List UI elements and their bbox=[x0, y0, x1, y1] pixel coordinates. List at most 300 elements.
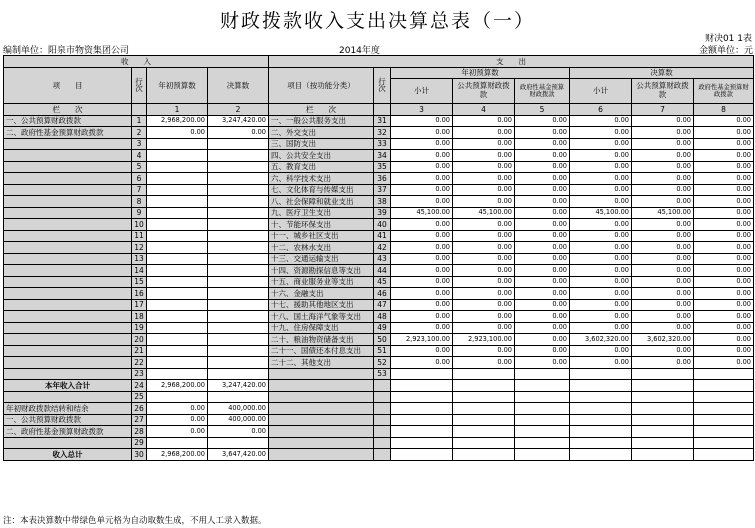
expense-value-cell[interactable]: 0.00 bbox=[391, 253, 453, 265]
expense-value-cell[interactable] bbox=[391, 414, 453, 426]
expense-value-cell[interactable] bbox=[632, 437, 694, 449]
expense-value-cell[interactable]: 0.00 bbox=[570, 322, 632, 334]
initial-budget-cell[interactable] bbox=[147, 288, 208, 300]
expense-value-cell[interactable]: 0.00 bbox=[515, 253, 570, 265]
expense-value-cell[interactable] bbox=[515, 391, 570, 403]
initial-budget-cell[interactable] bbox=[147, 242, 208, 254]
expense-value-cell[interactable]: 0.00 bbox=[453, 115, 515, 127]
final-amount-cell[interactable] bbox=[208, 391, 269, 403]
income-item-cell bbox=[4, 265, 132, 277]
table-row bbox=[4, 449, 754, 461]
expense-value-cell[interactable]: 0.00 bbox=[694, 299, 754, 311]
public-budget-header: 公共预算财政拨款 bbox=[632, 79, 694, 104]
final-amount-cell[interactable]: 3,647,420.00 bbox=[208, 449, 269, 461]
final-amount-cell[interactable] bbox=[208, 150, 269, 162]
expense-value-cell[interactable] bbox=[632, 414, 694, 426]
expense-item-cell: 十八、国土海洋气象等支出 bbox=[269, 311, 374, 323]
expense-item-cell: 十四、资源勘探信息等支出 bbox=[269, 265, 374, 277]
expense-value-cell[interactable] bbox=[391, 403, 453, 415]
initial-budget-cell[interactable] bbox=[147, 161, 208, 173]
expense-value-cell[interactable]: 0.00 bbox=[453, 357, 515, 369]
expense-value-cell[interactable]: 0.00 bbox=[453, 345, 515, 357]
budget-table bbox=[3, 55, 754, 461]
final-amount-cell[interactable] bbox=[208, 334, 269, 346]
expense-header: 支 出 bbox=[269, 56, 754, 68]
expense-value-cell[interactable]: 0.00 bbox=[391, 242, 453, 254]
expense-value-cell[interactable]: 0.00 bbox=[391, 161, 453, 173]
expense-value-cell[interactable] bbox=[632, 368, 694, 380]
expense-value-cell[interactable] bbox=[694, 380, 754, 392]
final-amount-cell[interactable] bbox=[208, 311, 269, 323]
expense-value-cell[interactable] bbox=[453, 403, 515, 415]
expense-value-cell[interactable]: 0.00 bbox=[391, 311, 453, 323]
expense-value-cell[interactable]: 0.00 bbox=[391, 115, 453, 127]
expense-value-cell[interactable]: 0.00 bbox=[391, 138, 453, 150]
final-amount-cell[interactable] bbox=[208, 207, 269, 219]
expense-value-cell[interactable]: 0.00 bbox=[694, 207, 754, 219]
initial-budget-cell[interactable] bbox=[147, 437, 208, 449]
final-amount-cell[interactable] bbox=[208, 288, 269, 300]
expense-value-cell[interactable]: 0.00 bbox=[570, 219, 632, 231]
expense-value-cell[interactable] bbox=[570, 449, 632, 461]
expense-value-cell[interactable]: 0.00 bbox=[515, 173, 570, 185]
expense-value-cell[interactable]: 0.00 bbox=[632, 253, 694, 265]
final-amount-cell[interactable] bbox=[208, 184, 269, 196]
report-title: 财政拨款收入支出决算总表（一） bbox=[219, 10, 535, 32]
expense-value-cell[interactable]: 0.00 bbox=[391, 299, 453, 311]
income-line-no: 15 bbox=[132, 276, 147, 288]
expense-value-cell[interactable]: 0.00 bbox=[453, 299, 515, 311]
expense-value-cell[interactable] bbox=[694, 368, 754, 380]
gov-fund-header: 政府性基金预算财政拨款 bbox=[694, 79, 754, 104]
expense-value-cell[interactable]: 0.00 bbox=[632, 184, 694, 196]
expense-value-cell[interactable]: 0.00 bbox=[694, 219, 754, 231]
expense-line-no bbox=[374, 403, 391, 415]
expense-value-cell[interactable]: 0.00 bbox=[453, 288, 515, 300]
expense-value-cell[interactable] bbox=[570, 426, 632, 438]
expense-value-cell[interactable]: 0.00 bbox=[391, 219, 453, 231]
expense-value-cell[interactable]: 0.00 bbox=[632, 357, 694, 369]
final-amount-cell[interactable] bbox=[208, 196, 269, 208]
table-row bbox=[4, 334, 754, 346]
expense-value-cell[interactable]: 0.00 bbox=[515, 230, 570, 242]
income-line-no: 14 bbox=[132, 265, 147, 277]
expense-value-cell[interactable] bbox=[632, 391, 694, 403]
expense-value-cell[interactable] bbox=[453, 426, 515, 438]
expense-item-cell bbox=[269, 391, 374, 403]
income-line-no: 3 bbox=[132, 138, 147, 150]
income-item-cell bbox=[4, 299, 132, 311]
expense-value-cell[interactable]: 0.00 bbox=[694, 173, 754, 185]
expense-value-cell[interactable]: 0.00 bbox=[694, 265, 754, 277]
initial-budget-cell[interactable] bbox=[147, 138, 208, 150]
expense-value-cell[interactable]: 0.00 bbox=[391, 150, 453, 162]
expense-value-cell[interactable]: 0.00 bbox=[570, 173, 632, 185]
final-amount-header: 决算数 bbox=[208, 67, 269, 104]
expense-value-cell[interactable] bbox=[694, 426, 754, 438]
expense-value-cell[interactable] bbox=[515, 437, 570, 449]
expense-value-cell[interactable]: 0.00 bbox=[453, 276, 515, 288]
initial-budget-cell[interactable] bbox=[147, 253, 208, 265]
expense-value-cell[interactable] bbox=[515, 403, 570, 415]
expense-value-cell[interactable]: 0.00 bbox=[515, 288, 570, 300]
expense-value-cell[interactable]: 45,100.00 bbox=[391, 207, 453, 219]
expense-value-cell[interactable] bbox=[632, 403, 694, 415]
initial-budget-cell[interactable] bbox=[147, 150, 208, 162]
expense-value-cell[interactable]: 2,923,100.00 bbox=[453, 334, 515, 346]
expense-value-cell[interactable]: 0.00 bbox=[570, 115, 632, 127]
expense-line-no bbox=[374, 391, 391, 403]
expense-line-header: 行次 bbox=[374, 67, 391, 104]
final-amount-cell[interactable]: 3,247,420.00 bbox=[208, 380, 269, 392]
expense-value-cell[interactable]: 0.00 bbox=[453, 196, 515, 208]
expense-value-cell[interactable] bbox=[515, 449, 570, 461]
initial-budget-cell[interactable] bbox=[147, 265, 208, 277]
expense-value-cell[interactable]: 0.00 bbox=[453, 253, 515, 265]
final-amount-cell[interactable]: 0.00 bbox=[208, 127, 269, 139]
expense-value-cell[interactable]: 0.00 bbox=[694, 322, 754, 334]
expense-value-cell[interactable]: 0.00 bbox=[515, 127, 570, 139]
final-amount-cell[interactable] bbox=[208, 299, 269, 311]
expense-value-cell[interactable]: 0.00 bbox=[515, 161, 570, 173]
expense-value-cell[interactable] bbox=[515, 426, 570, 438]
column-index-blank bbox=[132, 104, 147, 116]
expense-value-cell[interactable]: 0.00 bbox=[694, 288, 754, 300]
initial-budget-cell[interactable]: 2,968,200.00 bbox=[147, 115, 208, 127]
table-row bbox=[4, 311, 754, 323]
final-amount-cell[interactable] bbox=[208, 265, 269, 277]
income-line-no: 17 bbox=[132, 299, 147, 311]
expense-item-cell: 二十一、国债还本付息支出 bbox=[269, 345, 374, 357]
expense-value-cell[interactable]: 0.00 bbox=[694, 334, 754, 346]
expense-value-cell[interactable]: 0.00 bbox=[632, 265, 694, 277]
expense-value-cell[interactable]: 0.00 bbox=[391, 230, 453, 242]
expense-value-cell[interactable] bbox=[515, 380, 570, 392]
expense-value-cell[interactable] bbox=[515, 368, 570, 380]
initial-budget-cell[interactable] bbox=[147, 219, 208, 231]
expense-value-cell[interactable]: 0.00 bbox=[515, 207, 570, 219]
initial-budget-cell[interactable] bbox=[147, 276, 208, 288]
expense-value-cell[interactable]: 0.00 bbox=[570, 196, 632, 208]
expense-value-cell[interactable]: 0.00 bbox=[570, 127, 632, 139]
expense-value-cell[interactable]: 0.00 bbox=[391, 345, 453, 357]
expense-value-cell[interactable] bbox=[570, 437, 632, 449]
expense-item-cell: 十六、金融支出 bbox=[269, 288, 374, 300]
income-item-cell bbox=[4, 230, 132, 242]
final-amount-cell[interactable] bbox=[208, 219, 269, 231]
final-amount-cell[interactable] bbox=[208, 345, 269, 357]
group-final-header: 决算数 bbox=[570, 67, 754, 79]
expense-value-cell[interactable]: 0.00 bbox=[515, 196, 570, 208]
expense-value-cell[interactable]: 0.00 bbox=[694, 115, 754, 127]
initial-budget-cell[interactable]: 0.00 bbox=[147, 127, 208, 139]
expense-value-cell[interactable]: 0.00 bbox=[570, 242, 632, 254]
expense-value-cell[interactable]: 0.00 bbox=[694, 230, 754, 242]
expense-value-cell[interactable]: 0.00 bbox=[694, 138, 754, 150]
column-index: 5 bbox=[515, 104, 570, 116]
expense-value-cell[interactable]: 0.00 bbox=[515, 150, 570, 162]
initial-budget-cell[interactable]: 0.00 bbox=[147, 414, 208, 426]
expense-value-cell[interactable] bbox=[694, 391, 754, 403]
final-amount-cell[interactable] bbox=[208, 138, 269, 150]
final-amount-cell[interactable] bbox=[208, 242, 269, 254]
initial-budget-cell[interactable]: 2,968,200.00 bbox=[147, 380, 208, 392]
expense-line-no: 51 bbox=[374, 345, 391, 357]
initial-budget-cell[interactable] bbox=[147, 196, 208, 208]
expense-value-cell[interactable]: 0.00 bbox=[453, 173, 515, 185]
expense-value-cell[interactable] bbox=[391, 426, 453, 438]
expense-value-cell[interactable]: 0.00 bbox=[632, 288, 694, 300]
final-amount-cell[interactable] bbox=[208, 276, 269, 288]
expense-value-cell[interactable]: 0.00 bbox=[632, 138, 694, 150]
expense-value-cell[interactable]: 0.00 bbox=[391, 322, 453, 334]
income-item-cell: 二、政府性基金预算财政拨款 bbox=[4, 127, 132, 139]
expense-value-cell[interactable] bbox=[694, 403, 754, 415]
expense-value-cell[interactable]: 0.00 bbox=[632, 219, 694, 231]
initial-budget-cell[interactable] bbox=[147, 207, 208, 219]
expense-value-cell[interactable]: 0.00 bbox=[694, 276, 754, 288]
expense-value-cell[interactable]: 0.00 bbox=[515, 219, 570, 231]
expense-value-cell[interactable] bbox=[570, 391, 632, 403]
initial-budget-cell[interactable] bbox=[147, 391, 208, 403]
expense-value-cell[interactable] bbox=[453, 380, 515, 392]
expense-value-cell[interactable] bbox=[391, 368, 453, 380]
expense-value-cell[interactable]: 0.00 bbox=[694, 242, 754, 254]
expense-value-cell[interactable]: 0.00 bbox=[515, 115, 570, 127]
initial-budget-cell[interactable] bbox=[147, 322, 208, 334]
expense-value-cell[interactable]: 0.00 bbox=[570, 276, 632, 288]
expense-value-cell[interactable]: 0.00 bbox=[570, 288, 632, 300]
expense-value-cell[interactable]: 0.00 bbox=[570, 150, 632, 162]
expense-value-cell[interactable] bbox=[453, 391, 515, 403]
expense-value-cell[interactable] bbox=[515, 414, 570, 426]
expense-value-cell[interactable]: 0.00 bbox=[694, 345, 754, 357]
expense-value-cell[interactable]: 0.00 bbox=[570, 345, 632, 357]
income-line-no: 19 bbox=[132, 322, 147, 334]
income-item-header: 项 目 bbox=[4, 67, 132, 104]
expense-value-cell[interactable]: 0.00 bbox=[570, 265, 632, 277]
expense-value-cell[interactable] bbox=[694, 414, 754, 426]
expense-value-cell[interactable]: 0.00 bbox=[391, 288, 453, 300]
column-index: 1 bbox=[147, 104, 208, 116]
expense-value-cell[interactable]: 0.00 bbox=[632, 115, 694, 127]
final-amount-cell[interactable] bbox=[208, 230, 269, 242]
expense-value-cell[interactable]: 0.00 bbox=[453, 138, 515, 150]
expense-value-cell[interactable] bbox=[391, 391, 453, 403]
expense-value-cell[interactable]: 0.00 bbox=[632, 311, 694, 323]
income-item-cell bbox=[4, 391, 132, 403]
expense-value-cell[interactable]: 0.00 bbox=[694, 311, 754, 323]
initial-budget-cell[interactable]: 0.00 bbox=[147, 426, 208, 438]
expense-value-cell[interactable] bbox=[453, 414, 515, 426]
expense-value-cell[interactable]: 0.00 bbox=[453, 150, 515, 162]
expense-value-cell[interactable]: 0.00 bbox=[453, 127, 515, 139]
expense-value-cell[interactable] bbox=[453, 449, 515, 461]
expense-value-cell[interactable]: 0.00 bbox=[515, 265, 570, 277]
income-line-no: 26 bbox=[132, 403, 147, 415]
expense-value-cell[interactable]: 0.00 bbox=[694, 357, 754, 369]
expense-value-cell[interactable]: 0.00 bbox=[632, 299, 694, 311]
expense-value-cell[interactable]: 0.00 bbox=[515, 242, 570, 254]
expense-value-cell[interactable]: 0.00 bbox=[694, 184, 754, 196]
expense-value-cell[interactable]: 0.00 bbox=[515, 276, 570, 288]
expense-value-cell[interactable]: 0.00 bbox=[453, 161, 515, 173]
expense-value-cell[interactable]: 0.00 bbox=[391, 196, 453, 208]
table-row bbox=[4, 127, 754, 139]
expense-value-cell[interactable]: 0.00 bbox=[453, 265, 515, 277]
expense-value-cell[interactable]: 0.00 bbox=[632, 161, 694, 173]
initial-budget-cell[interactable] bbox=[147, 357, 208, 369]
final-amount-cell[interactable]: 400,000.00 bbox=[208, 403, 269, 415]
final-amount-cell[interactable]: 400,000.00 bbox=[208, 414, 269, 426]
expense-value-cell[interactable]: 0.00 bbox=[694, 150, 754, 162]
expense-value-cell[interactable]: 0.00 bbox=[453, 242, 515, 254]
expense-item-cell: 一、一般公共服务支出 bbox=[269, 115, 374, 127]
expense-value-cell[interactable]: 0.00 bbox=[570, 357, 632, 369]
initial-budget-cell[interactable] bbox=[147, 345, 208, 357]
final-amount-cell[interactable] bbox=[208, 173, 269, 185]
expense-item-cell: 十一、城乡社区支出 bbox=[269, 230, 374, 242]
expense-value-cell[interactable]: 0.00 bbox=[632, 150, 694, 162]
table-row bbox=[4, 242, 754, 254]
income-item-cell bbox=[4, 242, 132, 254]
expense-value-cell[interactable]: 0.00 bbox=[453, 184, 515, 196]
expense-value-cell[interactable]: 0.00 bbox=[515, 345, 570, 357]
expense-value-cell[interactable]: 0.00 bbox=[570, 230, 632, 242]
final-amount-cell[interactable]: 0.00 bbox=[208, 426, 269, 438]
expense-value-cell[interactable] bbox=[632, 380, 694, 392]
expense-value-cell[interactable]: 0.00 bbox=[632, 276, 694, 288]
expense-value-cell[interactable]: 3,602,320.00 bbox=[632, 334, 694, 346]
expense-value-cell[interactable]: 0.00 bbox=[515, 322, 570, 334]
final-amount-cell[interactable] bbox=[208, 322, 269, 334]
expense-value-cell[interactable]: 0.00 bbox=[632, 173, 694, 185]
initial-budget-cell[interactable] bbox=[147, 368, 208, 380]
final-amount-cell[interactable] bbox=[208, 253, 269, 265]
expense-value-cell[interactable]: 0.00 bbox=[453, 322, 515, 334]
expense-value-cell[interactable]: 0.00 bbox=[515, 184, 570, 196]
expense-value-cell[interactable] bbox=[632, 449, 694, 461]
expense-value-cell[interactable]: 0.00 bbox=[391, 276, 453, 288]
income-line-no: 28 bbox=[132, 426, 147, 438]
expense-value-cell[interactable]: 0.00 bbox=[515, 311, 570, 323]
expense-value-cell[interactable]: 0.00 bbox=[632, 127, 694, 139]
expense-value-cell[interactable]: 0.00 bbox=[694, 253, 754, 265]
expense-value-cell[interactable]: 45,100.00 bbox=[453, 207, 515, 219]
final-amount-cell[interactable] bbox=[208, 357, 269, 369]
expense-item-cell: 六、科学技术支出 bbox=[269, 173, 374, 185]
expense-item-cell: 三、国防支出 bbox=[269, 138, 374, 150]
expense-item-cell bbox=[269, 368, 374, 380]
initial-budget-cell[interactable] bbox=[147, 230, 208, 242]
expense-value-cell[interactable]: 0.00 bbox=[570, 253, 632, 265]
initial-budget-cell[interactable] bbox=[147, 184, 208, 196]
final-amount-cell[interactable]: 3,247,420.00 bbox=[208, 115, 269, 127]
expense-value-cell[interactable] bbox=[694, 437, 754, 449]
expense-value-cell[interactable]: 0.00 bbox=[515, 334, 570, 346]
expense-value-cell[interactable]: 0.00 bbox=[391, 184, 453, 196]
expense-value-cell[interactable]: 0.00 bbox=[515, 299, 570, 311]
expense-value-cell[interactable]: 3,602,320.00 bbox=[570, 334, 632, 346]
final-amount-cell[interactable] bbox=[208, 161, 269, 173]
expense-value-cell[interactable] bbox=[391, 437, 453, 449]
expense-value-cell[interactable]: 0.00 bbox=[453, 311, 515, 323]
expense-value-cell[interactable]: 0.00 bbox=[570, 161, 632, 173]
subtotal-header: 小计 bbox=[570, 79, 632, 104]
expense-value-cell[interactable] bbox=[694, 449, 754, 461]
expense-line-no: 40 bbox=[374, 219, 391, 231]
income-line-no: 7 bbox=[132, 184, 147, 196]
final-amount-cell[interactable] bbox=[208, 437, 269, 449]
expense-value-cell[interactable]: 0.00 bbox=[570, 311, 632, 323]
expense-value-cell[interactable]: 0.00 bbox=[391, 173, 453, 185]
amount-unit: 金额单位：元 bbox=[698, 46, 753, 56]
expense-value-cell[interactable]: 0.00 bbox=[391, 127, 453, 139]
expense-value-cell[interactable]: 0.00 bbox=[632, 322, 694, 334]
report-meta bbox=[3, 43, 753, 55]
expense-item-cell: 八、社会保障和就业支出 bbox=[269, 196, 374, 208]
expense-value-cell[interactable]: 0.00 bbox=[391, 265, 453, 277]
expense-value-cell[interactable]: 45,100.00 bbox=[570, 207, 632, 219]
expense-value-cell[interactable] bbox=[570, 414, 632, 426]
column-index-label: 栏 次 bbox=[4, 104, 132, 116]
income-line-no: 29 bbox=[132, 437, 147, 449]
expense-value-cell[interactable]: 0.00 bbox=[632, 196, 694, 208]
expense-value-cell[interactable] bbox=[453, 437, 515, 449]
expense-value-cell[interactable]: 0.00 bbox=[694, 161, 754, 173]
expense-value-cell[interactable] bbox=[570, 380, 632, 392]
expense-value-cell[interactable] bbox=[570, 368, 632, 380]
expense-value-cell[interactable] bbox=[453, 368, 515, 380]
initial-budget-cell[interactable] bbox=[147, 299, 208, 311]
table-row bbox=[4, 276, 754, 288]
expense-value-cell[interactable]: 0.00 bbox=[632, 230, 694, 242]
initial-budget-cell[interactable]: 0.00 bbox=[147, 403, 208, 415]
expense-value-cell[interactable]: 0.00 bbox=[391, 357, 453, 369]
income-item-cell bbox=[4, 253, 132, 265]
table-row bbox=[4, 288, 754, 300]
expense-value-cell[interactable]: 0.00 bbox=[515, 357, 570, 369]
expense-value-cell[interactable]: 0.00 bbox=[632, 242, 694, 254]
initial-budget-cell[interactable] bbox=[147, 311, 208, 323]
expense-value-cell[interactable]: 0.00 bbox=[694, 127, 754, 139]
table-row bbox=[4, 368, 754, 380]
expense-value-cell[interactable]: 0.00 bbox=[453, 219, 515, 231]
expense-item-header: 项目（按功能分类） bbox=[269, 67, 374, 104]
initial-budget-cell[interactable] bbox=[147, 334, 208, 346]
expense-value-cell[interactable]: 0.00 bbox=[694, 196, 754, 208]
expense-value-cell[interactable]: 0.00 bbox=[632, 345, 694, 357]
expense-value-cell[interactable]: 0.00 bbox=[453, 230, 515, 242]
expense-value-cell[interactable]: 0.00 bbox=[570, 299, 632, 311]
expense-value-cell[interactable] bbox=[391, 449, 453, 461]
expense-value-cell[interactable]: 0.00 bbox=[570, 138, 632, 150]
table-row bbox=[4, 380, 754, 392]
expense-value-cell[interactable]: 45,100.00 bbox=[632, 207, 694, 219]
initial-budget-cell[interactable]: 2,968,200.00 bbox=[147, 449, 208, 461]
final-amount-cell[interactable] bbox=[208, 368, 269, 380]
income-item-cell: 一、公共预算财政拨款 bbox=[4, 414, 132, 426]
expense-value-cell[interactable]: 0.00 bbox=[515, 138, 570, 150]
expense-value-cell[interactable] bbox=[570, 403, 632, 415]
expense-value-cell[interactable]: 0.00 bbox=[570, 184, 632, 196]
expense-value-cell[interactable] bbox=[632, 426, 694, 438]
fiscal-year: 2014年度 bbox=[339, 46, 380, 56]
income-item-cell bbox=[4, 276, 132, 288]
expense-value-cell[interactable] bbox=[391, 380, 453, 392]
initial-budget-cell[interactable] bbox=[147, 173, 208, 185]
expense-value-cell[interactable]: 2,923,100.00 bbox=[391, 334, 453, 346]
